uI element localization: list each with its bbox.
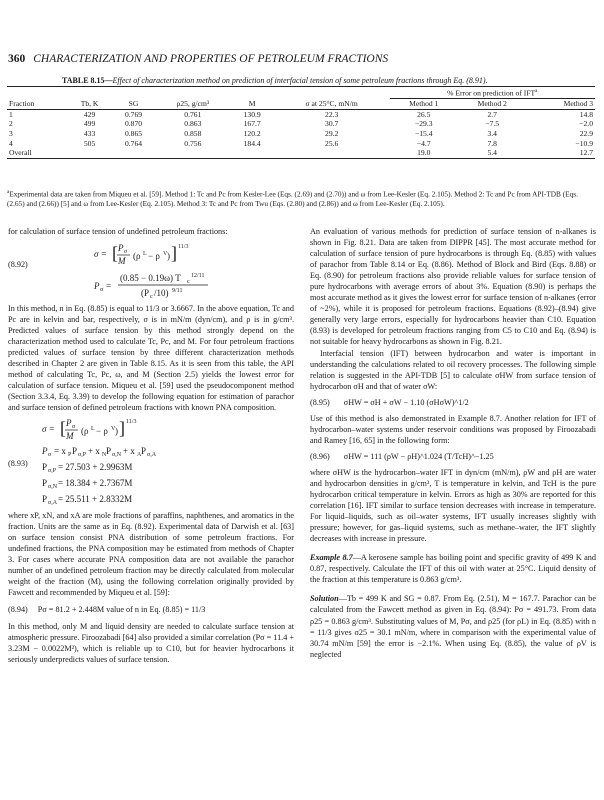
equation-8-93 xyxy=(8,414,294,506)
svg-text:+ x: + x xyxy=(123,445,135,456)
cell: 30.7 xyxy=(325,119,339,129)
svg-text:P: P xyxy=(42,493,48,504)
svg-text:M: M xyxy=(66,430,74,441)
svg-text:σ,P: σ,P xyxy=(78,451,87,458)
svg-text:N: N xyxy=(102,451,107,458)
paragraph: for calculation of surface tension of undefined petroleum fractions: xyxy=(8,227,228,236)
cell: 22.3 xyxy=(325,109,339,119)
formula-graphic xyxy=(8,237,294,303)
example-paragraph xyxy=(310,552,596,585)
svg-text:=: = xyxy=(106,281,112,292)
cell: 1 xyxy=(9,109,13,119)
table-caption xyxy=(62,76,582,85)
cell: Overall xyxy=(9,148,32,158)
svg-text:σ,P: σ,P xyxy=(48,467,57,474)
cell: 2 xyxy=(9,119,13,129)
svg-text:− ρ: − ρ xyxy=(148,251,160,262)
col-header: Method 2 xyxy=(477,99,507,109)
cell: 19.0 xyxy=(417,148,431,158)
col-header: SG xyxy=(128,98,139,108)
cell: 29.2 xyxy=(325,128,339,138)
svg-text:(P: (P xyxy=(141,288,150,299)
svg-text:11/3: 11/3 xyxy=(126,418,137,425)
svg-text:V: V xyxy=(111,425,116,432)
svg-text:= x: = x xyxy=(54,445,66,456)
svg-text:(ρ: (ρ xyxy=(81,425,89,436)
equation-8-95 xyxy=(310,397,596,408)
svg-text:9/11: 9/11 xyxy=(172,288,183,295)
col-header: Method 3 xyxy=(563,99,593,109)
cell: 0.761 xyxy=(184,109,202,119)
svg-text:11/3: 11/3 xyxy=(178,244,189,251)
solution-paragraph xyxy=(310,593,596,659)
equation-number: (8.95) xyxy=(310,397,330,407)
running-title: CHARACTERIZATION AND PROPERTIES OF PETROLEUM FRACTIONS xyxy=(33,53,389,65)
svg-text:+ x: + x xyxy=(88,445,100,456)
cell: −2.0 xyxy=(579,119,593,129)
formula-text: σHW = 111 (ρW − ρH)^1.024 (T/TcH)^−1.25 xyxy=(343,451,494,461)
cell: −7.5 xyxy=(485,119,500,129)
svg-text:[: [ xyxy=(112,243,118,264)
cell: 0.858 xyxy=(184,128,202,138)
svg-text:c: c xyxy=(187,279,190,286)
example-text: —A kerosene sample has boiling point and specific gravity of 499 K and 0.87, respectively. Calculate the IFT of this oil with water at 25°C. Liquid density of the fraction at this temperature is 0.863 g/cm³. xyxy=(310,553,596,585)
paragraph: An evaluation of various methods for prediction of surface tension of n-alkanes is shown in Fig. 8.21. Data are taken from DIPPR [45]. The most accurate method for calculation of surface tension of pure hydrocarbons is through Eq. (8.85) with values of parachor from Table 8.14 or Eq. (8.86). Method of Block and Bird (Eqs. 8.88) or Eq. (8.90) for petroleum fractions also provide reliable values for surface tension of pure hydrocarbons with average errors of about 3%. Equation (8.90) is perhaps the most accurate method as it gives the lowest error for surface tension of n-alkanes (error of ~2%), while it is proposed for petroleum fractions. Equations (8.92)–(8.94) give generally very large errors, especially for hydrocarbons heavier than C10. Equation (8.93) is developed for petroleum fractions ranging from C5 to C10 and Eq. (8.94) is not suitable for heavy hydrocarbons as shown in Fig. 8.21. xyxy=(310,227,596,347)
col-header: Method 1 xyxy=(409,99,439,109)
col-header: Tb, K xyxy=(80,98,99,108)
cell: 22.9 xyxy=(579,128,593,138)
svg-text:A: A xyxy=(137,451,142,458)
svg-text:P: P xyxy=(42,445,48,456)
svg-text:(ρ: (ρ xyxy=(133,251,141,262)
cell: 0.756 xyxy=(184,138,202,148)
paragraph: where xP, xN, and xA are mole fractions of paraffins, naphthenes, and aromatics in the fraction. Units are the same as in Eq. (8.92). Experimental data of Darwish et al. [63] on surface tension consist PNA distribution of some petroleum fractions. For undefined fractions, the PNA composition may be estimated from methods of Chapter 3. For cases where accurate PNA composition data are not available the parachor number of an undefined petroleum fraction may be directly calculated from molecular weight of the fraction (M), using the following correlation originally provided by Fawcett and recommended by Miqueu et al. [59]: xyxy=(8,510,294,597)
cell: 433 xyxy=(83,128,96,138)
svg-text:L: L xyxy=(91,425,95,432)
cell: 4 xyxy=(9,138,13,148)
cell: −29.3 xyxy=(414,119,433,129)
svg-text:− ρ: − ρ xyxy=(96,425,108,436)
svg-text:L: L xyxy=(143,251,147,258)
svg-text:P: P xyxy=(141,445,147,456)
table-footnote: $^a$Experimental data are taken from Miqueu et al. [59]. Method 1: Tc and Pc from Kesler-Lee (Eqs. (2.69) and (2.70)) and ω from Lee-Kesler (Eq. 2.105). Method 2: Tc and Pc from API-TDB (Eqs. (2.65) and (2.66)) [5] and ω from Lee-Kesler (Eq. 2.105). Method 3: Tc and Pc from Twu (Eqs. (2.80) and (2.86)) and ω from Lee-Kesler (Eq. 2.105). xyxy=(7,189,578,208)
svg-text:]: ] xyxy=(171,243,177,264)
svg-text:σ: σ xyxy=(124,249,127,256)
svg-text:P: P xyxy=(68,451,72,458)
svg-text:= 18.384 + 2.7367M: = 18.384 + 2.7367M xyxy=(58,477,133,488)
cell: 2.7 xyxy=(487,109,497,119)
cell: −4.7 xyxy=(416,138,431,148)
cell: 0.764 xyxy=(124,138,143,148)
right-column xyxy=(310,226,596,660)
svg-text:P: P xyxy=(72,445,78,456)
cell: 0.870 xyxy=(124,119,143,129)
formula-graphic xyxy=(8,414,294,506)
table-row xyxy=(7,139,595,149)
cell: 0.863 xyxy=(184,119,202,129)
error-group-header: % Error on prediction of IFT$^a$ xyxy=(390,87,596,99)
equation-8-96 xyxy=(310,451,596,462)
cell: −10.9 xyxy=(575,138,593,148)
table-row xyxy=(7,109,595,119)
table-label: TABLE 8.15— xyxy=(62,76,113,85)
cell: 130.9 xyxy=(243,109,261,119)
cell: 167.7 xyxy=(243,119,261,129)
equation-number: (8.92) xyxy=(8,260,28,270)
svg-text:σ: σ xyxy=(72,423,76,430)
paragraph: Interfacial tension (IFT) between hydrocarbon and water is important in understanding the calculations related to oil recovery processes. The following simple relation is suggested in the API-TDB [5] to calculate σHW from surface tension of hydrocarbon σH and that of water σW: xyxy=(310,348,596,391)
svg-text:σ,A: σ,A xyxy=(48,499,58,506)
svg-text:σ: σ xyxy=(100,287,104,294)
col-header: M xyxy=(248,98,256,108)
svg-text:P: P xyxy=(106,445,112,456)
svg-text:V: V xyxy=(163,251,168,258)
table-overall-row xyxy=(7,148,595,158)
table-row xyxy=(7,129,595,139)
cell: 5.4 xyxy=(487,148,497,158)
svg-text:[: [ xyxy=(60,417,66,438)
equation-number: (8.96) xyxy=(310,451,330,461)
col-header: ρ25, g/cm³ xyxy=(176,98,210,108)
data-table xyxy=(7,86,595,159)
cell: 0.865 xyxy=(124,128,143,138)
solution-title: Solution xyxy=(310,594,339,604)
cell: 7.8 xyxy=(487,138,497,148)
formula-text: Pσ = 81.2 + 2.448M value of n in Eq. (8.85) = 11/3 xyxy=(37,604,206,614)
svg-text:P: P xyxy=(94,281,100,292)
paragraph: Use of this method is also demonstrated in Example 8.7. Another relation for IFT of hydrocarbon–water systems under reservoir conditions was proposed by Firoozabadi and Ramey [16, 65] in the following form: xyxy=(310,413,596,445)
paragraph: In this method, n in Eq. (8.85) is equal to 11/3 or 3.6667. In the above equation, Tc and Pc are in kelvin and bar, respectively, σ is in mN/m (dyn/cm), and ρ is in g/cm³. Predicted values of surface tension by this method strongly depend on the characterization method used to calculate Tc, Pc, and M. For four petroleum fractions predicted values of surface tension by three different characterization methods described in Chapter 2 are given in Table 8.15. As it is seen from this table, the API method of calculating Tc, Pc, ω, and M (Section 2.5) yields the lowest error for calculation of surface tension. Miqueu et al. [59] used the pseudocomponent method (Section 3.3.4, Eq. 3.39) to develop the following equation for estimation of parachor and surface tension of defined petroleum fractions with known PNA composition. xyxy=(8,304,294,413)
cell: 3 xyxy=(9,128,13,138)
cell: 120.2 xyxy=(243,128,261,138)
running-header xyxy=(8,53,596,65)
cell: −15.4 xyxy=(414,128,433,138)
svg-text:σ =: σ = xyxy=(42,423,55,434)
cell: 429 xyxy=(83,109,96,119)
svg-text:σ =: σ = xyxy=(94,249,107,260)
cell: 0.769 xyxy=(124,109,143,119)
svg-text:12/11: 12/11 xyxy=(191,273,205,280)
col-header: σ at 25°C, mN/m xyxy=(305,98,358,108)
svg-text:/10): /10) xyxy=(154,288,169,299)
paragraph: In this method, only M and liquid density are needed to calculate surface tension at atmospheric pressure. Firoozabadi [64] also provided a similar correlation (Pσ = 11.4 + 3.23M − 0.0022M²), which is reliable up to C10, but for heavier hydrocarbons it seriously underpredicts values of surface tension. xyxy=(8,621,294,665)
cell: 25.6 xyxy=(325,138,339,148)
svg-text:P: P xyxy=(118,243,124,254)
equation-number: (8.93) xyxy=(8,458,28,468)
table-caption-text: Effect of characterization method on prediction of interfacial tension of some petroleum fractions through Eq. (8.91). xyxy=(112,76,488,85)
svg-text:c: c xyxy=(150,294,153,301)
solution-text: —Tb = 499 K and SG = 0.87. From Eq. (2.51), M = 167.7. Parachor can be calculated from the Fawcett method as given in Eq. (8.94): Pσ = 491.73. From data ρ25 = 0.863 g/cm³. Substituting values of M, Pσ, and ρ25 (for ρL) in Eq. (8.85) with n = 11/3 gives σ25 = 30.1 mN/m, where in comparison with the experimental value of 30.74 mN/m [59] the error is −2.1%. When using Eq. (8.85), the value of ρV is neglected xyxy=(310,594,596,659)
cell: 505 xyxy=(83,138,96,148)
svg-text:σ,A: σ,A xyxy=(147,451,157,458)
table-header-row xyxy=(7,99,595,110)
svg-text:P: P xyxy=(42,461,48,472)
svg-text:σ,N: σ,N xyxy=(48,483,58,490)
cell: 499 xyxy=(83,119,96,129)
svg-text:P: P xyxy=(66,417,72,428)
equation-number: (8.94) xyxy=(8,604,28,614)
equation-8-92 xyxy=(8,237,294,303)
cell: 12.7 xyxy=(579,148,593,158)
col-header: Fraction xyxy=(9,98,35,108)
left-column xyxy=(8,226,294,665)
cell: 3.4 xyxy=(487,128,497,138)
svg-text:σ: σ xyxy=(48,451,52,458)
cell: 26.5 xyxy=(417,109,431,119)
svg-text:= 27.503 + 2.9963M: = 27.503 + 2.9963M xyxy=(58,461,133,472)
svg-text:]: ] xyxy=(119,417,125,438)
formula-text: σHW = σH + σW − 1.10 (σHσW)^1/2 xyxy=(343,397,469,407)
svg-text:(0.85 − 0.19ω) T: (0.85 − 0.19ω) T xyxy=(120,273,181,284)
svg-text:σ,N: σ,N xyxy=(112,451,122,458)
svg-text:P: P xyxy=(42,477,48,488)
svg-text:): ) xyxy=(167,251,170,262)
cell: 184.4 xyxy=(243,138,261,148)
table-row xyxy=(7,119,595,129)
cell: 14.8 xyxy=(579,109,593,119)
page-number: 360 xyxy=(8,53,26,65)
svg-text:): ) xyxy=(115,425,118,436)
paragraph: where σHW is the hydrocarbon–water IFT in dyn/cm (mN/m), ρW and ρH are water and hydrocarbon densities in g/cm³, T is temperature in kelvin, and TcH is the pure hydrocarbon critical temperature in kelvin. Errors as high as 30% are reported for this correlation [16]. IFT similar to surface tension decreases with increase in temperature. For liquid–liquids, such as oil–water systems, IFT usually increases slightly with pressure; however, for gas–liquid systems, such as methane–water, the IFT slightly decreases with increase in pressure. xyxy=(310,467,596,544)
example-title: Example 8.7 xyxy=(310,553,353,563)
svg-text:= 25.511 + 2.8332M: = 25.511 + 2.8332M xyxy=(58,493,133,504)
equation-8-94 xyxy=(8,604,294,615)
svg-text:M: M xyxy=(118,256,126,267)
